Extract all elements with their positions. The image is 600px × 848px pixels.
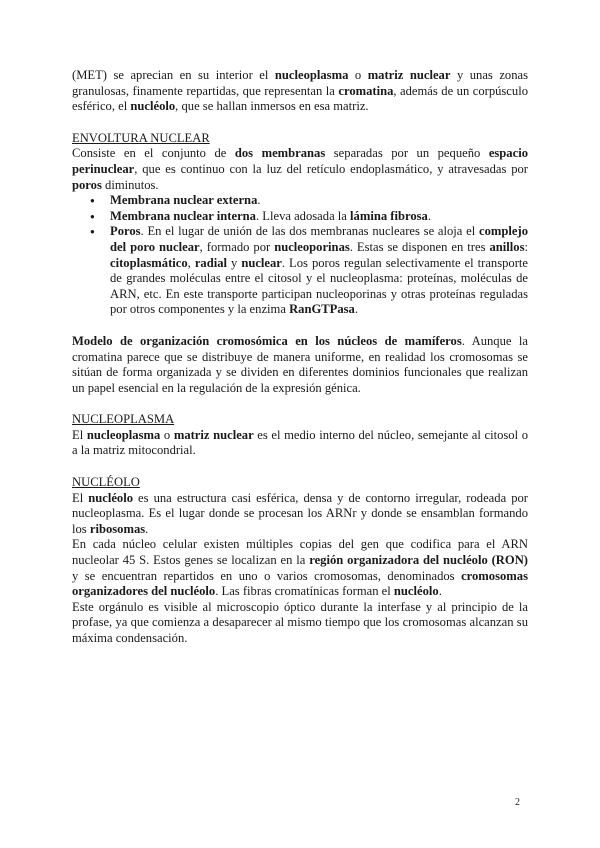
nucleoplasma-heading: NUCLEOPLASMA: [72, 412, 175, 427]
list-item: ● Membrana nuclear interna. Lleva adosada la lámina fibrosa.: [110, 209, 528, 225]
nucleoplasma-paragraph: El nucleoplasma o matriz nuclear es el medio interno del núcleo, semejante al citosol o a la matriz mitocondrial.: [72, 427, 528, 458]
document-page: [72, 68, 528, 647]
nucleolo-paragraph-3: Este orgánulo es visible al microscopio óptico durante la interfase y al principio de la profase, ya que comienza a desaparecer al mismo tiempo que los cromosomas alcanzan su máxima condensación.: [72, 599, 528, 645]
list-item: ● Poros. En el lugar de unión de las dos membranas nucleares se aloja el complejo del poro nuclear, formado por nucleoporinas. Estas se disponen en tres anillos: citoplasmático, radial y nuclear. Los poros regulan selectivamente el transporte de grandes moléculas entre el citosol y el nucleoplasma: proteínas, moléculas de ARN, etc. En este transporte participan nucleoporinas y otras proteínas reguladas por otros componentes y la enzima RanGTPasa.: [110, 224, 528, 318]
modelo-paragraph: Modelo de organización cromosómica en los núcleos de mamíferos. Aunque la cromatina parece que se distribuye de manera uniforme, en realidad los cromosomas se sitúan de forma organizada y se dividen en diferentes dominios funcionales que realizan un papel esencial en la regulación de la expresión génica.: [72, 333, 528, 395]
nucleolo-heading: NUCLÉOLO: [72, 475, 140, 490]
list-item: ● Membrana nuclear externa.: [110, 193, 528, 209]
envoltura-heading: ENVOLTURA NUCLEAR: [72, 130, 210, 145]
nucleolo-paragraph-1: El nucléolo es una estructura casi esférica, densa y de contorno irregular, rodeada por nucleoplasma. Es el lugar donde se procesan los ARNr y donde se ensamblan formando los ribosomas.: [72, 490, 528, 536]
page-number: 2: [515, 797, 520, 808]
intro-paragraph: (MET) se aprecian en su interior el nucleoplasma o matriz nuclear y unas zonas granulosas, finamente repartidas, que representan la cromatina, además de un corpúsculo esférico, el nucléolo, que se hallan inmersos en esa matriz.: [72, 68, 529, 114]
nucleolo-paragraph-2: En cada núcleo celular existen múltiples copias del gen que codifica para el ARN nucleolar 45 S. Estos genes se localizan en la región organizadora del nucléolo (RON) y se encuentran repartidos en uno o varios cromosomas, denominados cromosomas organizadores del nucléolo. Las fibras cromatínicas forman el nucléolo.: [72, 537, 528, 599]
envoltura-list: [72, 193, 528, 318]
envoltura-paragraph: Consiste en el conjunto de dos membranas separadas por un pequeño espacio perinuclear, que es continuo con la luz del retículo endoplasmático, y atravesadas por poros diminutos.: [72, 146, 528, 192]
